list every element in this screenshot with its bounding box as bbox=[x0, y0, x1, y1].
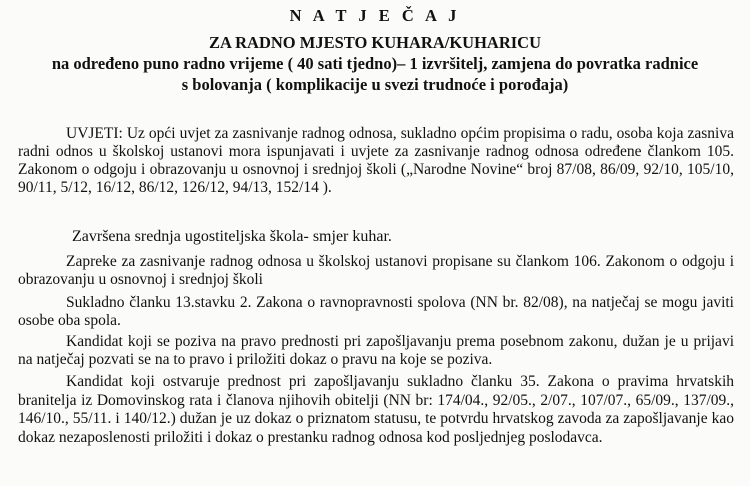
veterans-priority-paragraph: Kandidat koji ostvaruje prednost pri zapošljavanju sukladno članku 35. Zakona o pravima hrvatskih branitelja iz Domovinskog rata i članova njihovih obitelji (NN br: 174/04., 92/05., 2/07., 107/07., 65/09., 137/09., 146/10., 55/11. i 140/12.) dužan je uz dokaz o priznatom statusu, te potvrdu hrvatskog zavoda za zapošljavanje kao dokaz nezaposlenosti priložiti i dokaz o prestanku radnog odnosa kod posljednjeg poslodavca. bbox=[18, 373, 734, 446]
gender-equality-paragraph: Sukladno članku 13.stavku 2. Zakona o ravnopravnosti spolova (NN br. 82/08), na natječaj se mogu javiti osobe oba spola. bbox=[18, 294, 734, 329]
employment-terms-line-1: na određeno puno radno vrijeme ( 40 sati tjedno)– 1 izvršitelj, zamjena do povratka radnice bbox=[51, 54, 699, 73]
employment-terms-line-2: s bolovanja ( komplikacije u svezi trudnoće i porođaja) bbox=[181, 75, 569, 94]
position-heading: ZA RADNO MJESTO KUHARA/KUHARICU bbox=[208, 33, 541, 52]
priority-right-paragraph: Kandidat koji se poziva na pravo prednosti pri zapošljavanju prema posebnom zakonu, dužan je u prijavi na natječaj pozvati se na to pravo i priložiti dokaz o pravu na koje se poziva. bbox=[18, 333, 734, 368]
conditions-paragraph: UVJETI: Uz opći uvjet za zasnivanje radnog odnosa, sukladno općim propisima o radu, osoba koja zasniva radni odnos u školskoj ustanovi mora ispunjavati i uvjete za zasnivanje radnog odnosa određene člankom 105. Zakonom o odgoju i obrazovanju u osnovnoj i srednjoj školi („Narodne Novine“ broj 87/08, 86/09, 92/10, 105/10, 90/11, 5/12, 16/12, 86/12, 126/12, 94/13, 152/14 ). bbox=[18, 125, 734, 196]
obstacles-paragraph: Zapreke za zasnivanje radnog odnosa u školskoj ustanovi propisane su člankom 106. Zakonom o odgoju i obrazovanju u osnovnoj i srednjoj školi bbox=[18, 253, 734, 288]
notice-title: N A T J E Č A J bbox=[289, 6, 461, 25]
education-requirement: Završena srednja ugostiteljska škola- smjer kuhar. bbox=[72, 228, 392, 245]
